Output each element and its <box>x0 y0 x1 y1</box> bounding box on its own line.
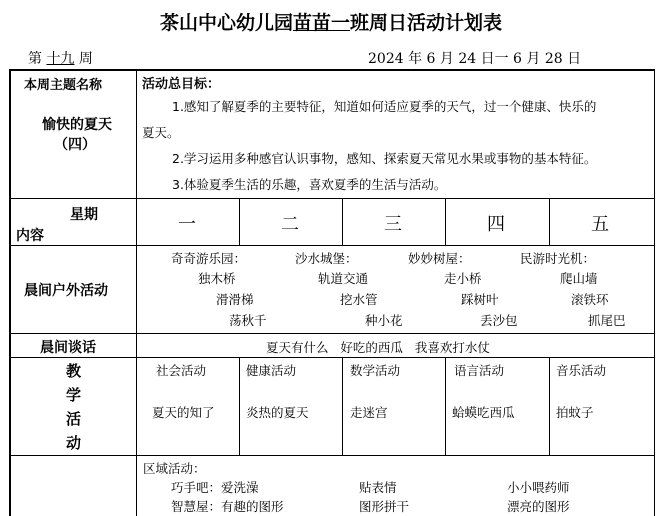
goal-item: 3.体验夏季生活的乐趣，喜欢夏季的生活与活动。 <box>172 177 447 192</box>
teaching-topic: 蛤蟆吃西瓜 <box>452 405 515 420</box>
teaching-topic: 炎热的夏天 <box>246 405 309 420</box>
class-name: 苗苗一 <box>292 12 350 34</box>
teaching-topic: 拍蚊子 <box>556 405 594 420</box>
morning-outdoor-label: 晨间户外活动 <box>24 283 108 299</box>
outdoor-activity: 荡秋千 <box>229 313 267 328</box>
day-thursday: 四 <box>487 214 505 235</box>
outdoor-activity: 滚铁环 <box>571 292 609 307</box>
morning-talk-label: 晨间谈话 <box>40 340 96 356</box>
teaching-type: 音乐活动 <box>556 363 607 378</box>
outdoor-activity: 独木桥 <box>198 271 236 286</box>
week-number: 十九 <box>46 51 75 67</box>
outdoor-activity: 轨道交通 <box>318 271 369 286</box>
day-wednesday: 三 <box>384 214 402 235</box>
teaching-topic: 夏天的知了 <box>152 405 215 420</box>
goal-item: 1.感知了解夏季的主要特征，知道如何适应夏季的天气，过一个健康、快乐的 <box>172 99 597 114</box>
day-monday: 一 <box>178 214 196 235</box>
goal-item: 2.学习运用多种感官认识事物，感知、探索夏天常见水果或事物的基本特征。 <box>172 151 597 166</box>
page-title: 茶山中心幼儿园苗苗一班周日活动计划表 <box>159 12 503 34</box>
outdoor-activity: 爬山墙 <box>560 271 598 286</box>
goal-item: 夏天。 <box>142 125 180 140</box>
outdoor-area: 奇奇游乐园： <box>171 251 247 266</box>
teaching-topic: 走迷宫 <box>350 405 388 420</box>
teaching-label-char: 活 <box>66 410 82 428</box>
outdoor-activity: 丢沙包 <box>480 313 518 328</box>
teaching-label-char: 教 <box>66 362 82 380</box>
outdoor-activity: 种小花 <box>365 313 403 328</box>
teaching-label-char: 学 <box>66 386 82 404</box>
outdoor-activity: 走小桥 <box>444 271 482 286</box>
outdoor-area: 沙水城堡： <box>295 251 358 266</box>
goals-label: 活动总目标： <box>142 77 221 92</box>
date-range: 2024 年 6 月 24 日一 6 月 28 日 <box>368 51 582 67</box>
theme-name: 愉快的夏天 <box>42 117 112 133</box>
morning-talk-content: 夏天有什么 好吃的西瓜 我喜欢打水仗 <box>266 340 490 355</box>
area-activity: 智慧屋：有趣的图形 <box>171 499 284 514</box>
outdoor-activity: 滑滑梯 <box>216 292 254 307</box>
area-activity: 图形拼干 <box>359 499 410 514</box>
outdoor-activity: 抓尾巴 <box>588 313 626 328</box>
day-friday: 五 <box>591 214 609 235</box>
outdoor-activity: 挖水管 <box>340 292 378 307</box>
outdoor-activity: 踩树叶 <box>461 292 499 307</box>
weekday-label: 星期 <box>70 207 98 223</box>
teaching-type: 社会活动 <box>156 363 207 378</box>
theme-label: 本周主题名称 <box>24 78 103 93</box>
area-activities-label: 区域活动： <box>143 461 206 476</box>
teaching-type: 语言活动 <box>454 363 505 378</box>
theme-subtitle: （四） <box>54 137 96 153</box>
outdoor-area: 民游时光机： <box>520 251 596 266</box>
outdoor-area: 妙妙树屋： <box>408 251 471 266</box>
week-label: 第 十九 周 <box>28 51 93 67</box>
day-tuesday: 二 <box>281 214 299 235</box>
teaching-type: 健康活动 <box>246 363 297 378</box>
area-activity: 漂亮的图形 <box>507 499 570 514</box>
content-label: 内容 <box>16 228 44 244</box>
area-activity: 贴表情 <box>359 480 397 495</box>
area-activity: 巧手吧：爱洗澡 <box>171 480 259 495</box>
area-activity: 小小喂药师 <box>507 480 570 495</box>
teaching-label-char: 动 <box>66 434 82 452</box>
teaching-type: 数学活动 <box>350 363 401 378</box>
